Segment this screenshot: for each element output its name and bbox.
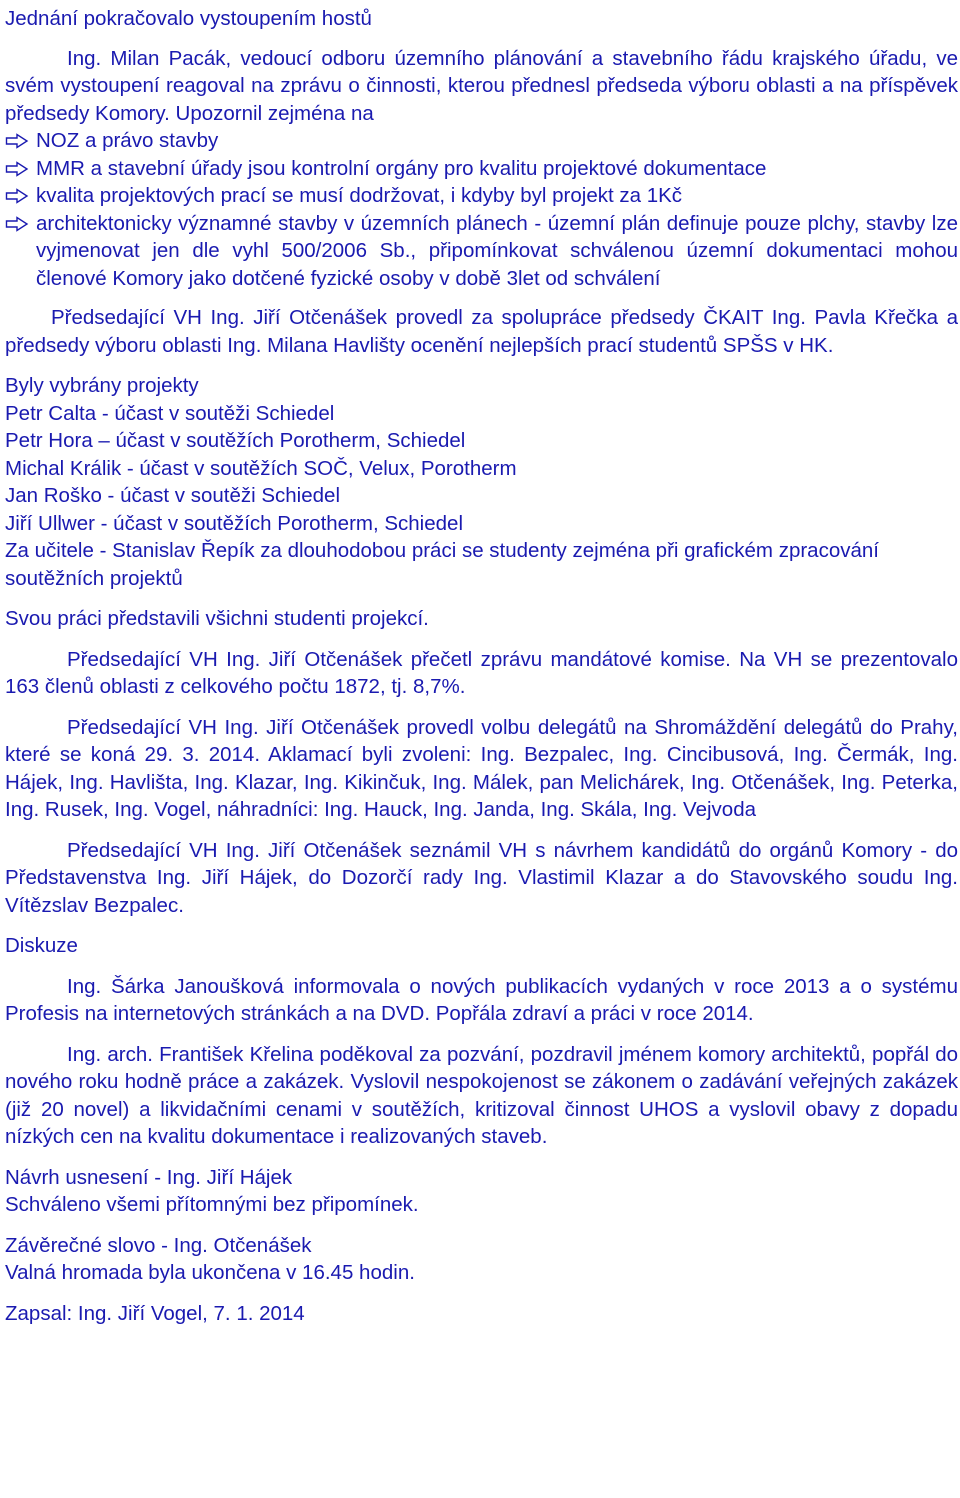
presentation-paragraph: Svou práci představili všichni studenti projekcí.: [5, 607, 429, 630]
hollow-right-arrow-icon: [5, 161, 29, 177]
pacak-bullet-list: [5, 127, 958, 292]
bullet-text: kvalita projektových prací se musí dodržovat, i kdyby byl projekt za 1Kč: [36, 184, 683, 207]
closing-word: Závěrečné slovo - Ing. Otčenášek: [5, 1233, 312, 1257]
janouskova-paragraph: Ing. Šárka Janoušková informovala o nových publikacích vydaných v roce 2013 a o systému Profesis na internetových stránkách a na DVD. Popřála zdraví a práci v roce 2014.: [5, 974, 958, 1025]
project-item: Jiří Ullwer - účast v soutěžích Porotherm, Schiedel: [5, 511, 463, 535]
project-item: Michal Králik - účast v soutěžích SOČ, Velux, Porotherm: [5, 456, 517, 480]
bullet-item: [5, 155, 958, 183]
resolution-proposal: Návrh usnesení - Ing. Jiří Hájek: [5, 1165, 293, 1189]
krelina-paragraph: Ing. arch. František Křelina poděkoval za pozvání, pozdravil jménem komory architektů, popřál do nového roku hodně práce a zakázek. Vyslovil nespokojenost se zákonem o zadávání veřejných zakázek (již 20 novel) a likvidačními cenami v soutěžích, kritizoval činnost UHOS a vyslovil obavy z dopadu nízkých cen na kvalitu dokumentace i realizovaných staveb.: [5, 1042, 958, 1148]
bullet-item: [5, 127, 958, 155]
hollow-right-arrow-icon: [5, 216, 29, 232]
projects-block: [5, 372, 958, 592]
bullet-text: NOZ a právo stavby: [36, 129, 219, 152]
awards-paragraph: Předsedající VH Ing. Jiří Otčenášek provedl za spolupráce předsedy ČKAIT Ing. Pavla Křečka a předsedy výboru oblasti Ing. Milana Havlišty ocenění nejlepších prací studentů SPŠS v HK.: [5, 306, 958, 357]
mandate-paragraph: Předsedající VH Ing. Jiří Otčenášek přečetl zprávu mandátové komise. Na VH se prezentovalo 163 členů oblasti z celkového počtu 1872, tj. 8,7%.: [5, 647, 958, 698]
discussion-title: Diskuze: [5, 934, 78, 957]
project-item: Petr Hora – účast v soutěžích Porotherm, Schiedel: [5, 429, 466, 452]
bullet-text: architektonicky významné stavby v územních plánech - územní plán definuje pouze plchy, stavby lze vyjmenovat jen dle vyhl 500/2006 Sb., připomínkovat schválenou územní dokumentaci mohou členové Komory jako dotčené fyzické osoby v době 3let od schválení: [36, 211, 958, 290]
bullet-item: [5, 182, 958, 210]
project-item: Za učitele - Stanislav Řepík za dlouhodobou práci se studenty zejména při grafickém zpracování soutěžních projektů: [5, 539, 879, 590]
recorded-by: Zapsal: Ing. Jiří Vogel, 7. 1. 2014: [5, 1301, 305, 1325]
project-item: Jan Roško - účast v soutěži Schiedel: [5, 484, 340, 507]
document-page: [5, 5, 958, 1327]
resolution-approved: Schváleno všemi přítomnými bez připomínek.: [5, 1193, 419, 1216]
resolution-block: [5, 1164, 958, 1219]
delegates-paragraph: Předsedající VH Ing. Jiří Otčenášek provedl volbu delegátů na Shromáždění delegátů do Prahy, které se koná 29. 3. 2014. Aklamací byli zvoleni: Ing. Bezpalec, Ing. Cincibusová, Ing. Čermák, Ing. Hájek, Ing. Havlišta, Ing. Klazar, Ing. Kikinčuk, Ing. Málek, pan Melichárek, Ing. Otčenášek, Ing. Peterka, Ing. Rusek, Ing. Vogel, náhradníci: Ing. Hauck, Ing. Janda, Ing. Skála, Ing. Vejvoda: [5, 715, 958, 821]
pacak-paragraph: Ing. Milan Pacák, vedoucí odboru územního plánování a stavebního řádu krajského úřadu, ve svém vystoupení reagoval na zprávu o činnosti, kterou přednesl předseda výboru oblasti a na příspěvek předsedy Komory. Upozornil zejména na: [5, 46, 958, 125]
projects-title: Byly vybrány projekty: [5, 374, 199, 397]
section-heading: Jednání pokračovalo vystoupením hostů: [5, 7, 372, 30]
hollow-right-arrow-icon: [5, 133, 29, 149]
project-item: Petr Calta - účast v soutěži Schiedel: [5, 401, 335, 425]
closing-ended: Valná hromada byla ukončena v 16.45 hodin.: [5, 1261, 415, 1284]
hollow-right-arrow-icon: [5, 188, 29, 204]
bullet-text: MMR a stavební úřady jsou kontrolní orgány pro kvalitu projektové dokumentace: [36, 156, 767, 180]
candidates-paragraph: Předsedající VH Ing. Jiří Otčenášek seznámil VH s návrhem kandidátů do orgánů Komory - do Představenstva Ing. Jiří Hájek, do Dozorčí rady Ing. Vlastimil Klazar a do Stavovského soudu Ing. Vítězslav Bezpalec.: [5, 838, 958, 917]
closing-block: [5, 1232, 958, 1287]
bullet-item: [5, 210, 958, 293]
